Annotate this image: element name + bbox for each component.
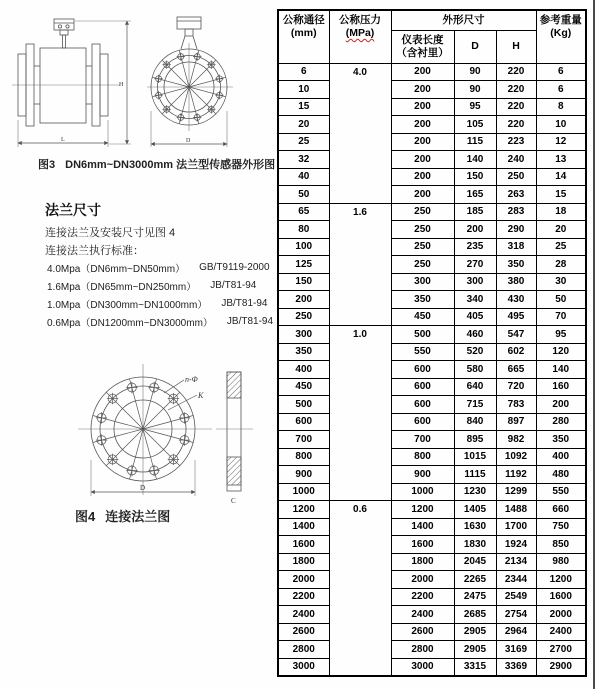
header-h: H [496,30,536,63]
d-cell: 460 [454,326,496,344]
h-cell: 1700 [496,518,536,536]
dn-cell: 2600 [278,623,329,641]
length-cell: 350 [391,291,454,309]
length-cell: 200 [391,133,454,151]
weight-cell: 70 [536,308,586,326]
dn-cell: 150 [278,273,329,291]
weight-cell: 6 [536,81,586,99]
table-row [278,238,586,256]
dn-cell: 1200 [278,501,329,519]
d-cell: 840 [454,413,496,431]
h-cell: 250 [496,168,536,186]
d-cell: 2265 [454,571,496,589]
table-row [278,658,586,676]
dn-cell: 10 [278,81,329,99]
standard-spec: 0.6Mpa（DN1200mm~DN3000mm） [47,317,213,329]
weight-cell: 18 [536,203,586,221]
weight-cell: 1200 [536,571,586,589]
length-cell: 600 [391,361,454,379]
h-cell: 1092 [496,448,536,466]
d-cell: 1830 [454,536,496,554]
dn-cell: 32 [278,151,329,169]
h-cell: 2134 [496,553,536,571]
h-cell: 897 [496,413,536,431]
table-row [278,483,586,501]
d-cell: 405 [454,308,496,326]
dn-cell: 25 [278,133,329,151]
header-dn [278,10,329,63]
converter-box [54,19,74,30]
header-dn-label: 公称通径 [282,14,325,26]
h-cell: 3169 [496,641,536,659]
dn-cell: 125 [278,256,329,274]
length-cell: 300 [391,273,454,291]
d-cell: 715 [454,396,496,414]
dn-cell: 250 [278,308,329,326]
weight-cell: 980 [536,553,586,571]
table-row [278,116,586,134]
header-weight-label: 参考重量 [539,14,582,26]
h-cell: 350 [496,256,536,274]
h-cell: 380 [496,273,536,291]
flange-section-heading: 法兰尺寸 [45,202,101,218]
dn-cell: 80 [278,221,329,239]
h-cell: 1192 [496,466,536,484]
h-cell: 220 [496,116,536,134]
d-cell: 1115 [454,466,496,484]
figure3-title: DN6mm~DN3000mm 法兰型传感器外形图 [65,159,276,171]
h-cell: 982 [496,431,536,449]
length-cell: 200 [391,116,454,134]
dn-cell: 2800 [278,641,329,659]
table-row [278,273,586,291]
length-cell: 450 [391,308,454,326]
weight-cell: 13 [536,151,586,169]
table-row [278,98,586,116]
d-cell: 1405 [454,501,496,519]
weight-cell: 120 [536,343,586,361]
weight-cell: 280 [536,413,586,431]
pressure-cell: 1.0 [329,326,391,501]
weight-cell: 750 [536,518,586,536]
table-row [278,606,586,624]
dim-label-d: D [140,484,146,492]
weight-cell: 15 [536,186,586,204]
header-length-line1: 仪表长度 [401,33,444,46]
converter-box-front [177,17,201,29]
dn-cell: 65 [278,203,329,221]
bolt-count-label: n-Φ [185,375,198,384]
h-cell: 290 [496,221,536,239]
table-row [278,536,586,554]
table-row [278,168,586,186]
standard-spec: 1.6Mpa（DN65mm~DN250mm） [47,281,197,293]
d-cell: 640 [454,378,496,396]
dn-cell: 1600 [278,536,329,554]
length-cell: 500 [391,326,454,344]
weight-cell: 95 [536,326,586,344]
weight-cell: 20 [536,221,586,239]
standard-item [47,276,273,294]
weight-cell: 12 [536,133,586,151]
h-cell: 720 [496,378,536,396]
table-row [278,343,586,361]
dn-cell: 350 [278,343,329,361]
standard-item [47,312,273,330]
figure4-title: 连接法兰图 [105,509,171,524]
header-length [391,30,454,63]
weight-cell: 8 [536,98,586,116]
table-row [278,151,586,169]
d-cell: 300 [454,273,496,291]
h-cell: 240 [496,151,536,169]
table-row [278,553,586,571]
table-row [278,413,586,431]
table-row [278,466,586,484]
weight-cell: 140 [536,361,586,379]
header-weight-unit: (Kg) [550,27,572,39]
d-cell: 2905 [454,641,496,659]
table-row [278,501,586,519]
h-cell: 665 [496,361,536,379]
h-cell: 220 [496,81,536,99]
header-outline: 外形尺寸 [391,10,536,30]
table-row [278,641,586,659]
weight-cell: 50 [536,291,586,309]
d-cell: 115 [454,133,496,151]
table-row [278,518,586,536]
length-cell: 200 [391,63,454,81]
table-row [278,63,586,81]
figure3-drawing [10,16,268,154]
table-row [278,291,586,309]
flange-table-body [278,63,586,676]
table-row [278,133,586,151]
table-row [278,361,586,379]
dn-cell: 2200 [278,588,329,606]
dn-cell: 20 [278,116,329,134]
weight-cell: 2900 [536,658,586,676]
length-cell: 3000 [391,658,454,676]
h-cell: 495 [496,308,536,326]
d-cell: 895 [454,431,496,449]
length-cell: 250 [391,203,454,221]
weight-cell: 2000 [536,606,586,624]
h-cell: 1488 [496,501,536,519]
dn-cell: 1000 [278,483,329,501]
standard-spec: 4.0Mpa（DN6mm~DN50mm） [47,263,186,275]
length-cell: 2800 [391,641,454,659]
dn-cell: 1800 [278,553,329,571]
standard-spec: 1.0Mpa（DN300mm~DN1000mm） [47,299,208,311]
header-length-line2: （含衬里） [396,46,449,59]
length-cell: 1600 [391,536,454,554]
table-row [278,326,586,344]
figure4-drawing [50,355,260,507]
d-cell: 1230 [454,483,496,501]
dn-cell: 450 [278,378,329,396]
d-cell: 200 [454,221,496,239]
d-cell: 2045 [454,553,496,571]
pressure-cell: 4.0 [329,63,391,203]
h-cell: 1299 [496,483,536,501]
d-cell: 3315 [454,658,496,676]
table-row [278,378,586,396]
h-cell: 783 [496,396,536,414]
h-cell: 283 [496,203,536,221]
table-row [278,256,586,274]
d-cell: 165 [454,186,496,204]
d-cell: 90 [454,81,496,99]
h-cell: 2549 [496,588,536,606]
d-cell: 235 [454,238,496,256]
dn-cell: 200 [278,291,329,309]
dn-cell: 500 [278,396,329,414]
d-cell: 90 [454,63,496,81]
weight-cell: 28 [536,256,586,274]
table-row [278,571,586,589]
dn-cell: 900 [278,466,329,484]
length-cell: 2400 [391,606,454,624]
dim-label-d: D [186,138,191,144]
length-cell: 550 [391,343,454,361]
weight-cell: 400 [536,448,586,466]
table-row [278,221,586,239]
h-cell: 223 [496,133,536,151]
weight-cell: 6 [536,63,586,81]
length-cell: 700 [391,431,454,449]
standard-code: JB/T81-94 [226,315,274,327]
h-cell: 263 [496,186,536,204]
length-cell: 250 [391,238,454,256]
weight-cell: 2400 [536,623,586,641]
h-cell: 2964 [496,623,536,641]
length-cell: 200 [391,81,454,99]
page-edge-line [593,0,595,689]
weight-cell: 14 [536,168,586,186]
d-cell: 140 [454,151,496,169]
dn-cell: 800 [278,448,329,466]
length-cell: 2000 [391,571,454,589]
table-row [278,203,586,221]
h-cell: 220 [496,63,536,81]
d-cell: 2685 [454,606,496,624]
d-cell: 1015 [454,448,496,466]
weight-cell: 550 [536,483,586,501]
h-cell: 602 [496,343,536,361]
length-cell: 900 [391,466,454,484]
flange-dimension-table [277,9,587,677]
table-row [278,396,586,414]
length-cell: 1000 [391,483,454,501]
dn-cell: 6 [278,63,329,81]
length-cell: 200 [391,151,454,169]
figure3-caption [38,156,275,172]
h-cell: 547 [496,326,536,344]
flange-standards-list [47,258,273,330]
h-cell: 2344 [496,571,536,589]
header-pressure [329,10,391,63]
length-cell: 250 [391,256,454,274]
table-row [278,588,586,606]
length-cell: 1800 [391,553,454,571]
length-cell: 200 [391,168,454,186]
dn-cell: 400 [278,361,329,379]
weight-cell: 25 [536,238,586,256]
dn-cell: 15 [278,98,329,116]
length-cell: 800 [391,448,454,466]
h-cell: 430 [496,291,536,309]
header-weight [536,10,586,63]
dim-label-h: H [119,82,124,88]
length-cell: 600 [391,396,454,414]
h-cell: 1924 [496,536,536,554]
dn-cell: 2400 [278,606,329,624]
d-cell: 95 [454,98,496,116]
length-cell: 1400 [391,518,454,536]
h-cell: 220 [496,98,536,116]
dn-cell: 3000 [278,658,329,676]
weight-cell: 30 [536,273,586,291]
d-cell: 520 [454,343,496,361]
header-pressure-unit: (MPa) [345,27,375,39]
weight-cell: 200 [536,396,586,414]
table-row [278,448,586,466]
table-row [278,431,586,449]
d-cell: 580 [454,361,496,379]
header-dn-unit: (mm) [290,27,317,39]
h-cell: 318 [496,238,536,256]
length-cell: 250 [391,221,454,239]
d-cell: 105 [454,116,496,134]
dn-cell: 700 [278,431,329,449]
dn-cell: 100 [278,238,329,256]
length-cell: 2200 [391,588,454,606]
standard-code: JB/T81-94 [221,297,268,309]
d-cell: 2475 [454,588,496,606]
d-cell: 340 [454,291,496,309]
flange-note-2: 连接法兰执行标准： [45,245,144,257]
dim-label-l: L [61,137,65,143]
standard-code: JB/T81-94 [210,279,257,291]
figure3-number: 图3 [38,159,56,171]
header-d: D [454,30,496,63]
h-cell: 2754 [496,606,536,624]
table-row [278,623,586,641]
figure4-caption [75,506,170,525]
weight-cell: 160 [536,378,586,396]
flange-note-1: 连接法兰及安装尺寸见图 4 [45,227,176,239]
dn-cell: 50 [278,186,329,204]
d-cell: 270 [454,256,496,274]
length-cell: 600 [391,413,454,431]
table-row [278,308,586,326]
dn-cell: 40 [278,168,329,186]
dn-cell: 300 [278,326,329,344]
length-cell: 600 [391,378,454,396]
weight-cell: 10 [536,116,586,134]
weight-cell: 480 [536,466,586,484]
d-cell: 2905 [454,623,496,641]
standard-code: GB/T9119-2000 [199,261,270,273]
length-cell: 200 [391,98,454,116]
length-cell: 200 [391,186,454,204]
pressure-cell: 0.6 [329,501,391,676]
length-cell: 1200 [391,501,454,519]
dn-cell: 1400 [278,518,329,536]
weight-cell: 850 [536,536,586,554]
d-cell: 1630 [454,518,496,536]
weight-cell: 1600 [536,588,586,606]
dn-cell: 600 [278,413,329,431]
bolt-circle-label: K [198,391,204,400]
dim-label-c: C [231,497,236,505]
d-cell: 185 [454,203,496,221]
header-pressure-label: 公称压力 [339,14,381,26]
weight-cell: 350 [536,431,586,449]
h-cell: 3369 [496,658,536,676]
d-cell: 150 [454,168,496,186]
hatched-section [227,372,241,398]
figure4-number: 图4 [75,509,96,524]
standard-item [47,258,273,276]
length-cell: 2600 [391,623,454,641]
table-row [278,186,586,204]
standard-item [47,294,273,312]
weight-cell: 660 [536,501,586,519]
hatched-section [227,457,241,485]
weight-cell: 2700 [536,641,586,659]
table-row [278,81,586,99]
pressure-cell: 1.6 [329,203,391,326]
dn-cell: 2000 [278,571,329,589]
